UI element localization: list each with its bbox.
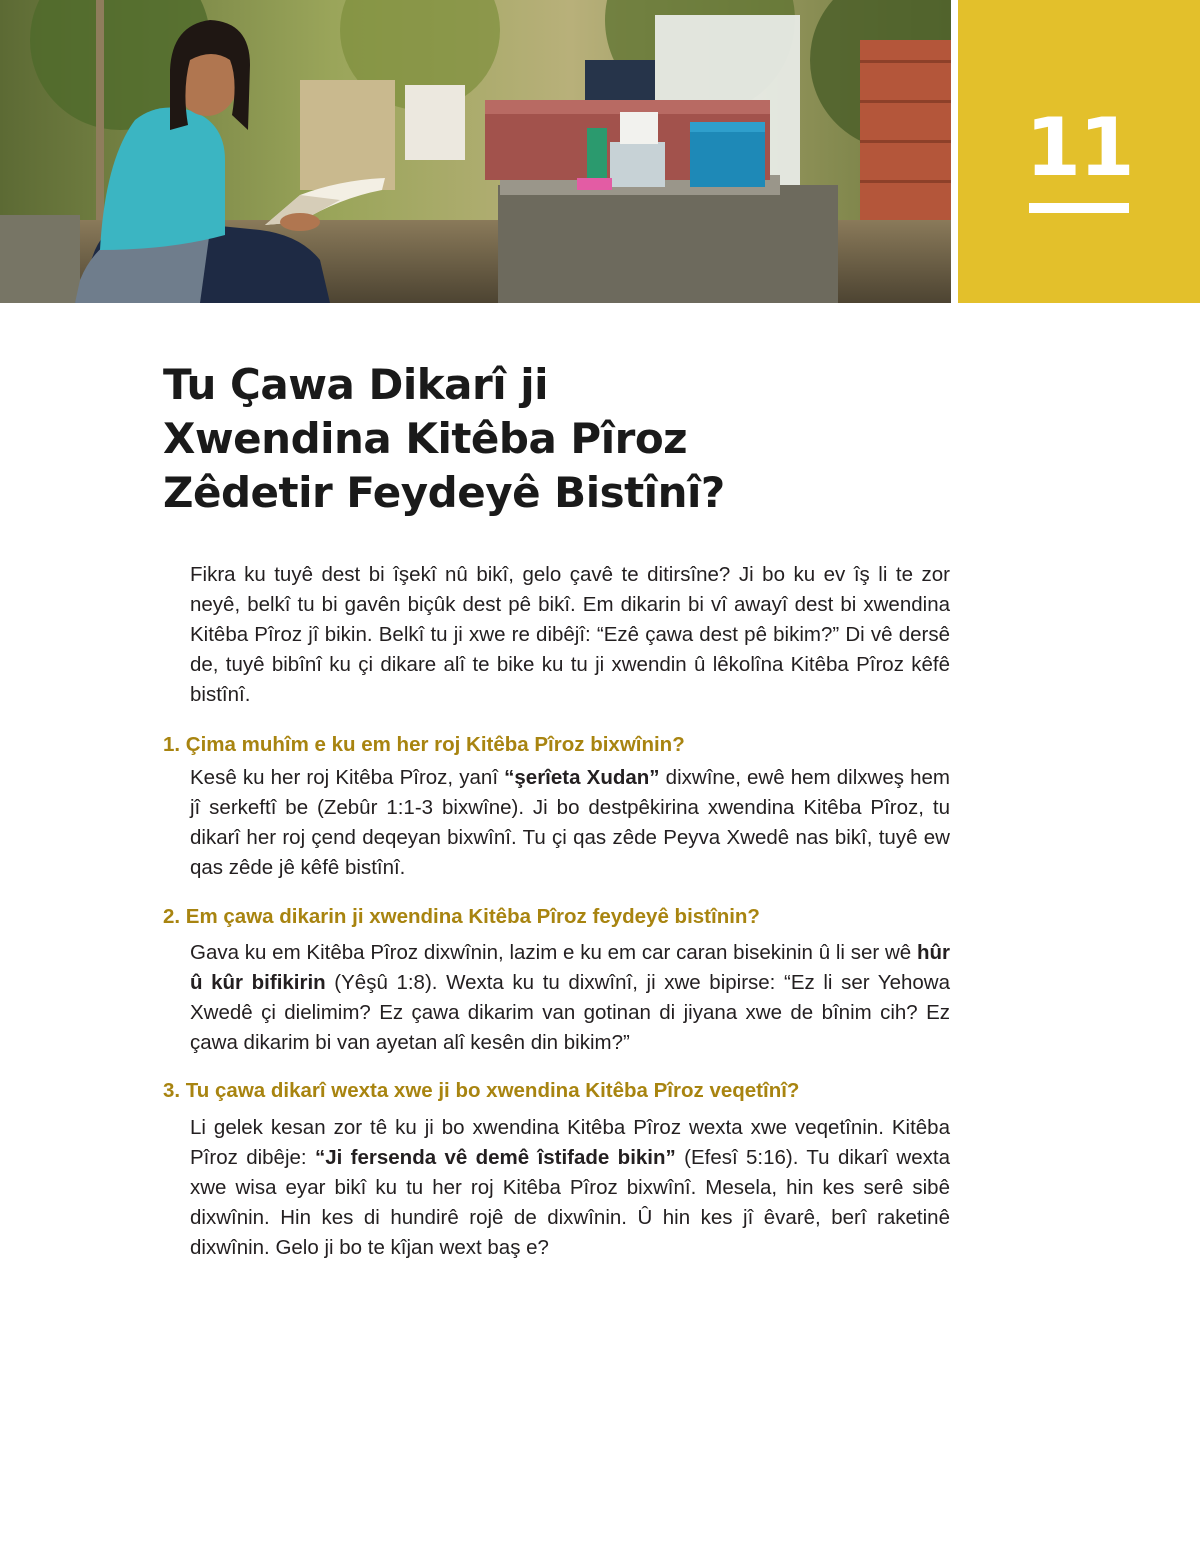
hero-photo [0, 0, 951, 303]
answer-3-emphasis: “Ji fersenda vê demê îstifade bikin” [314, 1146, 676, 1169]
lesson-number-badge [958, 0, 1200, 303]
question-1: 1. Çima muhîm e ku em her roj Kitêba Pîroz bixwînin? [163, 733, 685, 756]
title-line: Zêdetir Feydeyê Bistînî? [163, 468, 725, 517]
lesson-number: 11 [1025, 101, 1133, 194]
title-line: Tu Çawa Dikarî ji [163, 360, 549, 409]
answer-3: Li gelek kesan zor tê ku ji bo xwendina Kitêba Pîroz wexta xwe veqetînin. Kitêba Pîroz dibêje: “Ji fersenda vê demê îstifade bikin” (Efesî 5:16). Tu dikarî wexta xwe wisa eyar bikî ku tu her roj Kitêba Pîroz bixwînî. Mesela, hin kes serê sibê dixwînin. Hin kes di hundirê rojê de dixwînin. Û hin kes jî êvarê, berî raketinê dixwînin. Gelo ji bo te kîjan wext baş e? [190, 1116, 950, 1259]
page-title [163, 358, 923, 520]
question-2: 2. Em çawa dikarin ji xwendina Kitêba Pîroz feydeyê bistînin? [163, 905, 760, 928]
answer-1-emphasis: “şerîeta Xudan” [504, 766, 660, 789]
intro-paragraph: Fikra ku tuyê dest bi îşekî nû bikî, gelo çavê te ditirsîne? Ji bo ku ev îş li te zor neyê, belkî tu bi gavên biçûk dest pê bikî. Em dikarin bi vî awayî dest bi xwendina Kitêba Pîroz jî bikin. Belkî tu ji xwe re dibêjî: “Ezê çawa dest pê bikim?” Di vê dersê de, tuyê bibînî ku çi dikare alî te bike ku tu ji xwendin û lêkolîna Kitêba Pîroz kêfê bistînî. [190, 563, 950, 706]
answer-1: Kesê ku her roj Kitêba Pîroz, yanî “şerîeta Xudan” dixwîne, ewê hem dilxweş hem jî serkeftî be (Zebûr 1:1-3 bixwîne). Ji bo destpêkirina xwendina Kitêba Pîroz, tu dikarî her roj çend deqeyan bixwînî. Tu çi qas zêde Peyva Xwedê nas bikî, tuyê ew qas zêde jê kêfê bistînî. [190, 766, 951, 879]
question-3: 3. Tu çawa dikarî wexta xwe ji bo xwendina Kitêba Pîroz veqetînî? [163, 1079, 800, 1102]
answer-2: Gava ku em Kitêba Pîroz dixwînin, lazim e ku em car caran bisekinin û li ser wê hûr û kûr bifikirin (Yêşû 1:8). Wexta ku tu dixwînî, ji xwe bipirse: “Ez li ser Yehowa Xwedê çi dielimim? Ez çawa dikarim van gotinan di jiyana xwe de bînim cih? Ez çawa dikarim bi van ayetan alî kesên din bikim?” [190, 941, 950, 1054]
lesson-number-underline [1029, 203, 1129, 213]
woman-reading-bible-illustration [0, 0, 951, 303]
title-line: Xwendina Kitêba Pîroz [163, 414, 688, 463]
answer-2-emphasis: hûr û kûr bifikirin [190, 941, 950, 994]
